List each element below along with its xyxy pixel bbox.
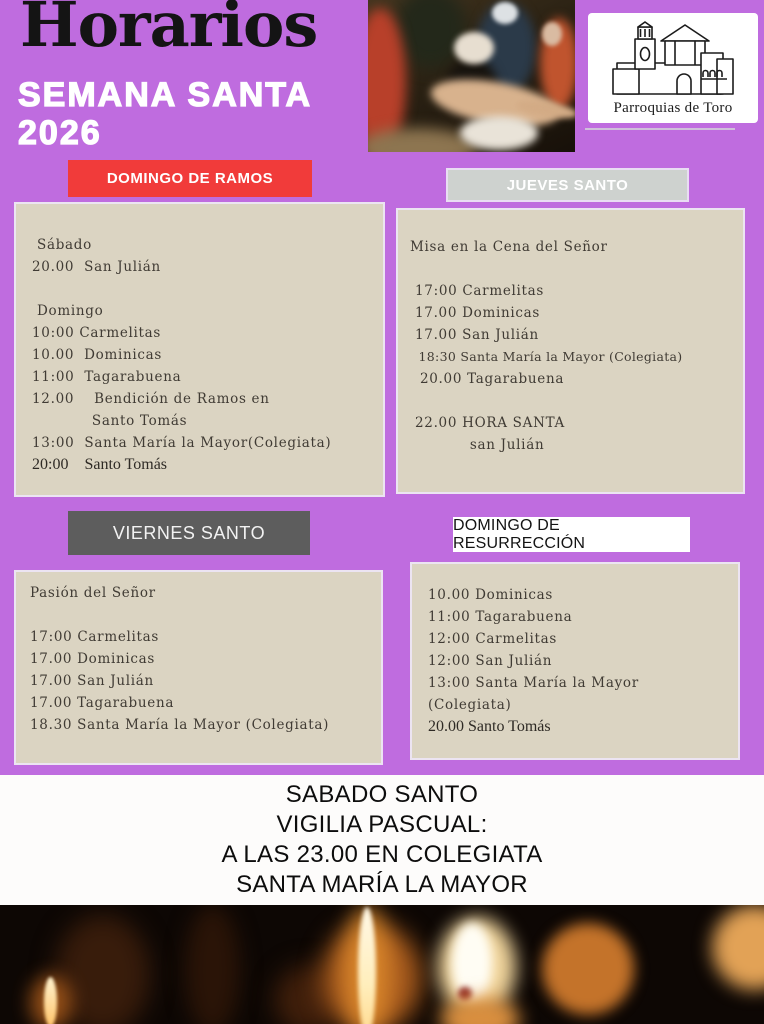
header-viernes-santo: VIERNES SANTO — [68, 511, 310, 555]
subtitle-line-1: SEMANA SANTA — [18, 76, 313, 114]
header-domingo-de-ramos: DOMINGO DE RAMOS — [68, 160, 312, 197]
candle-bokeh — [712, 905, 764, 990]
parish-logo — [588, 13, 758, 123]
header-domingo-de-resurreccion: DOMINGO DE RESURRECCIÓN — [453, 517, 690, 552]
schedule-line: san Julián — [410, 437, 545, 453]
card-domingo-de-ramos — [14, 202, 385, 497]
schedule-line — [30, 604, 375, 626]
schedule-line: 17.00 Dominicas — [30, 651, 156, 667]
schedule-line: 13:00 Santa María la Mayor — [428, 675, 639, 691]
banner-line: A LAS 23.00 EN COLEGIATA — [221, 841, 543, 868]
schedule-line: 22.00 HORA SANTA — [410, 415, 566, 431]
schedule-line: 17.00 San Julián — [410, 327, 539, 343]
candles-photo — [0, 905, 764, 1024]
schedule-line: 17:00 Carmelitas — [410, 283, 545, 299]
church-icon — [609, 19, 737, 97]
schedule-line: 12:00 San Julián — [428, 653, 553, 669]
schedule-line: 10.00 Dominicas — [32, 347, 163, 363]
candle-bokeh — [542, 923, 634, 1015]
schedule-line: 18.30 Santa María la Mayor (Colegiata) — [30, 717, 330, 733]
header-jueves-santo: JUEVES SANTO — [446, 168, 689, 202]
painting-mary-headdress — [492, 2, 518, 24]
schedule-line: 20.00 Santo Tomás — [428, 718, 551, 735]
card-viernes-santo — [14, 570, 383, 765]
banner-line: SABADO SANTO — [285, 781, 479, 808]
sabado-santo-banner — [0, 775, 764, 905]
schedule-line: 11:00 Tagarabuena — [428, 609, 573, 625]
schedule-line: 12.00 Bendición de Ramos en — [32, 391, 270, 407]
schedule-line: 13:00 Santa María la Mayor(Colegiata) — [32, 435, 332, 451]
schedule-line: Pasión del Señor — [30, 585, 156, 601]
divider-line — [585, 128, 735, 130]
page-subtitle — [18, 76, 312, 152]
schedule-line — [410, 390, 739, 412]
schedule-line — [410, 258, 739, 280]
pieta-painting-image — [368, 0, 575, 152]
schedule-line: 17.00 Dominicas — [410, 305, 541, 321]
page-title: Horarios — [20, 0, 318, 61]
schedule-line: 20:00 Santo Tomás — [32, 456, 168, 473]
candle-bokeh — [185, 905, 240, 1024]
candle-flame — [44, 977, 57, 1024]
card-jueves-santo — [396, 208, 745, 494]
banner-line: SANTA MARÍA LA MAYOR — [236, 871, 528, 898]
schedule-line: 18:30 Santa María la Mayor (Colegiata) — [410, 349, 683, 364]
painting-drape-shape — [396, 0, 466, 68]
schedule-line: 12:00 Carmelitas — [428, 631, 558, 647]
schedule-line: (Colegiata) — [428, 697, 512, 713]
schedule-line: Misa en la Cena del Señor — [410, 239, 608, 255]
schedule-line — [32, 278, 377, 300]
painting-face-right — [542, 22, 562, 46]
banner-line: VIGILIA PASCUAL: — [276, 811, 488, 838]
painting-white-cloth — [460, 116, 538, 150]
schedule-line: 10:00 Carmelitas — [32, 325, 162, 341]
schedule-line: 20.00 Tagarabuena — [410, 371, 565, 387]
schedule-line: 11:00 Tagarabuena — [32, 369, 182, 385]
card-domingo-de-resurreccion — [410, 562, 740, 760]
schedule-line: Sábado — [32, 237, 92, 253]
parish-logo-caption: Parroquias de Toro — [613, 100, 733, 116]
schedule-line: Domingo — [32, 303, 104, 319]
painting-turban — [454, 32, 494, 64]
schedule-line: 20.00 San Julián — [32, 259, 161, 275]
schedule-line: 10.00 Dominicas — [428, 587, 554, 603]
schedule-line: 17.00 San Julián — [30, 673, 154, 689]
subtitle-line-2: 2026 — [18, 114, 102, 152]
schedule-line: 17.00 Tagarabuena — [30, 695, 175, 711]
schedule-line: 17:00 Carmelitas — [30, 629, 160, 645]
schedule-line: Santo Tomás — [32, 413, 188, 429]
